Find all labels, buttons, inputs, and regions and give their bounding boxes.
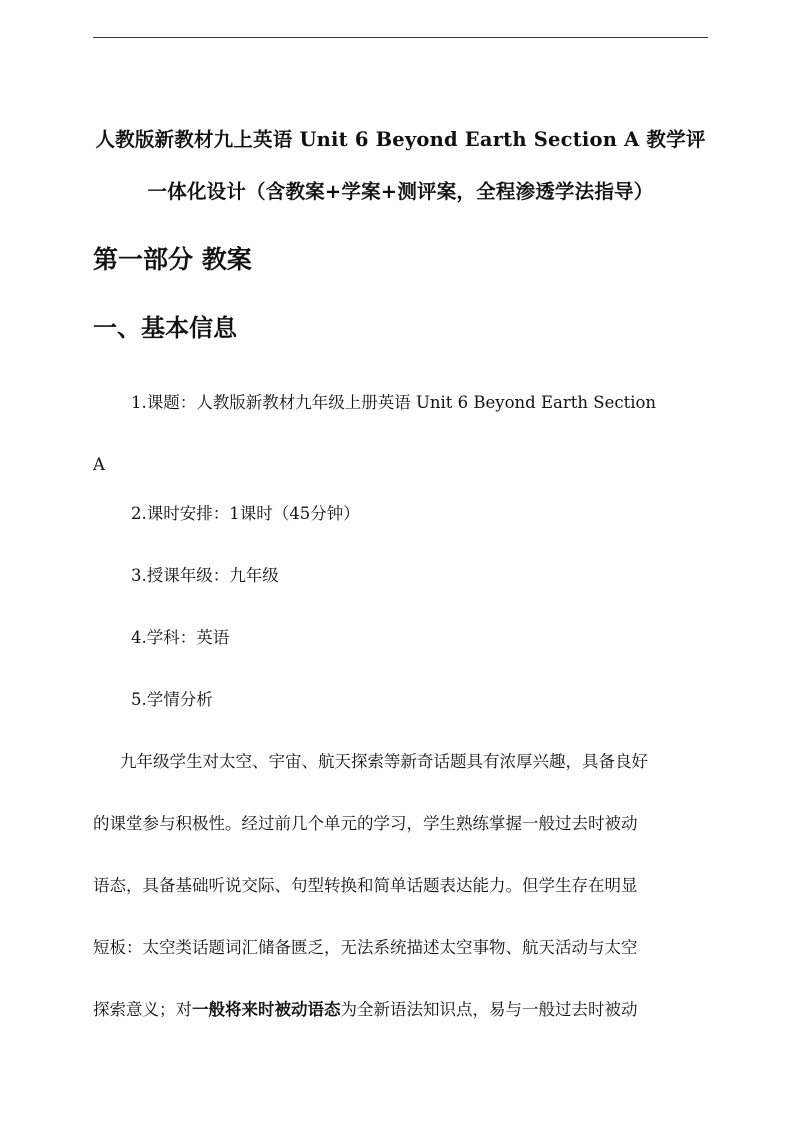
paragraph-line-1: 九年级学生对太空、宇宙、航天探索等新奇话题具有浓厚兴趣，具备良好 xyxy=(120,752,648,771)
highlighted-grammar-term: 一般将来时被动语态 xyxy=(192,1000,341,1019)
header-rule xyxy=(93,37,708,38)
subject-item: 4.学科：英语 xyxy=(131,628,230,647)
document-title xyxy=(93,114,708,218)
course-title-line-1: 1.课题：人教版新教材九年级上册英语 Unit 6 Beyond Earth Section xyxy=(131,393,657,412)
part-heading: 第一部分 教案 xyxy=(93,245,252,274)
paragraph-line-5-prefix: 探索意义；对 xyxy=(93,1000,192,1019)
grade-item: 3.授课年级：九年级 xyxy=(131,566,279,585)
course-title-line-2: A xyxy=(93,455,105,474)
course-title-item xyxy=(93,372,708,496)
paragraph-line-5-suffix: 为全新语法知识点，易与一般过去时被动 xyxy=(340,1000,638,1019)
section-heading: 一、基本信息 xyxy=(93,313,237,342)
analysis-item: 5.学情分析 xyxy=(131,690,213,709)
learner-analysis-paragraph xyxy=(93,731,708,1041)
schedule-item: 2.课时安排：1课时（45分钟） xyxy=(131,504,360,523)
paragraph-line-2: 的课堂参与积极性。经过前几个单元的学习，学生熟练掌握一般过去时被动 xyxy=(93,814,638,833)
paragraph-line-4: 短板：太空类话题词汇储备匮乏，无法系统描述太空事物、航天活动与太空 xyxy=(93,938,638,957)
document-title-line-1: 人教版新教材九上英语 Unit 6 Beyond Earth Section A 教学评 xyxy=(95,128,706,151)
document-title-line-2: 一体化设计（含教案+学案+测评案，全程渗透学法指导） xyxy=(147,180,654,203)
paragraph-line-3: 语态，具备基础听说交际、句型转换和简单话题表达能力。但学生存在明显 xyxy=(93,876,638,895)
paragraph-line-5 xyxy=(93,979,708,1041)
